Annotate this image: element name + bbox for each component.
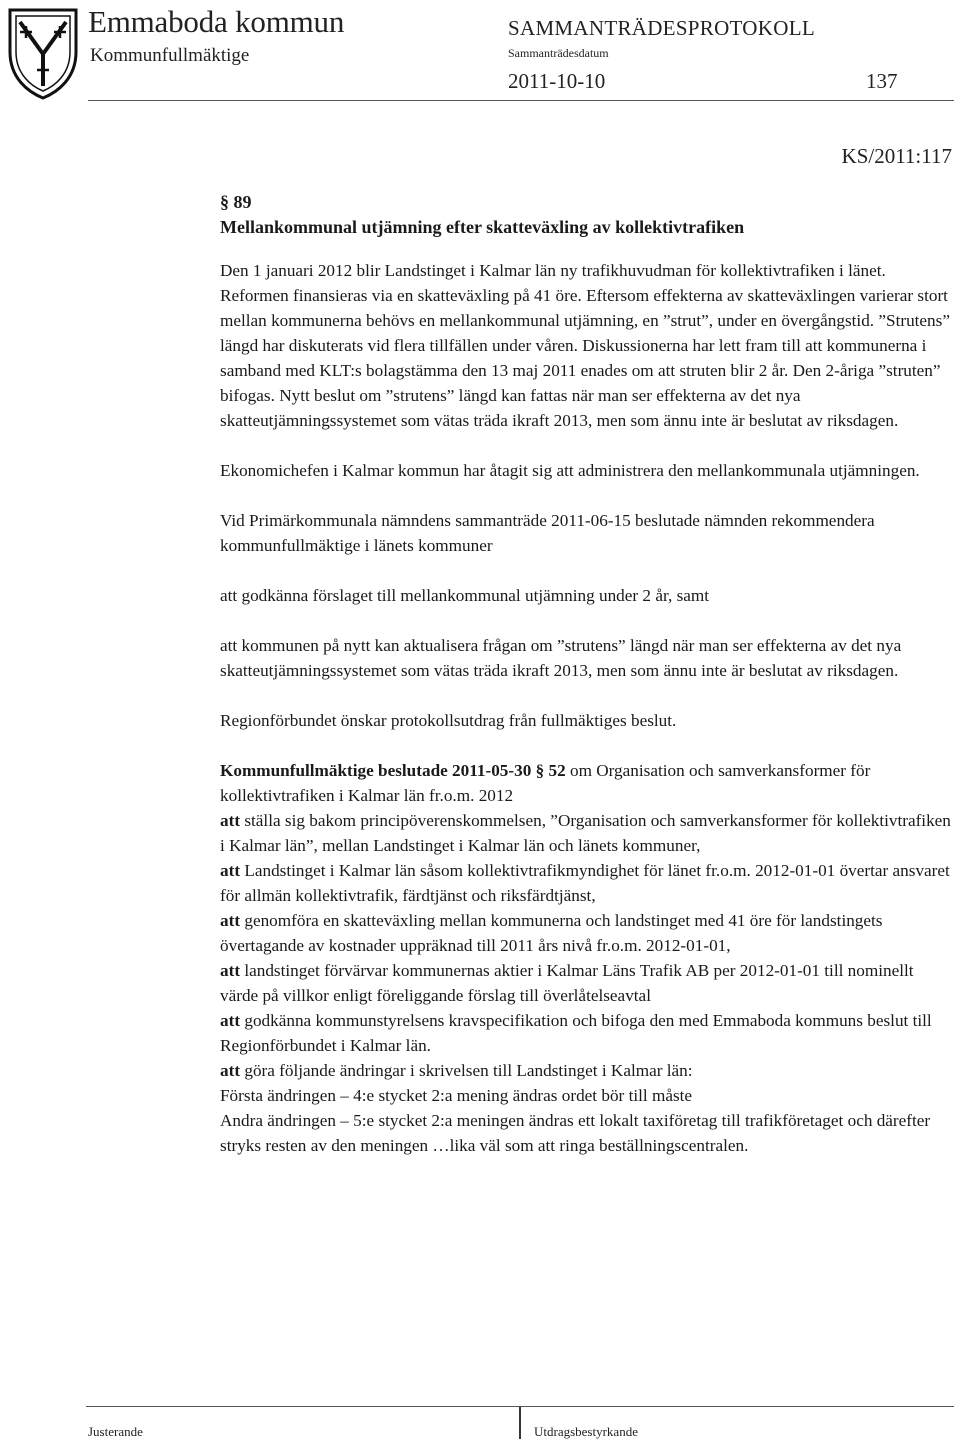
decision-item [220, 958, 956, 1008]
paragraph-recommendation: Vid Primärkommunala nämndens sammanträde 2011-06-15 beslutade nämnden rekommendera kommunfullmäktige i länets kommuner [220, 511, 875, 555]
att-word: att [220, 911, 241, 930]
page-number: 137 [866, 69, 898, 93]
decision-item [220, 858, 956, 908]
meeting-date: 2011-10-10 [508, 69, 606, 93]
decision-item [220, 1008, 956, 1058]
decision-lead-rest: om Organisation och samverkansformer för kollektivtrafiken i Kalmar län fr.o.m. 2012 [220, 761, 871, 805]
section-number-value: 89 [233, 192, 252, 212]
decision-lead: Kommunfullmäktige beslutade 2011-05-30 [220, 761, 532, 780]
decision-item [220, 1058, 956, 1083]
signature-certifier-label: Utdragsbestyrkande [534, 1424, 638, 1439]
decision-item [220, 808, 956, 858]
section-title: Mellankommunal utjämning efter skatteväxling av kollektivtrafiken [220, 217, 745, 237]
decision-item [220, 908, 956, 958]
amendment-second: Andra ändringen – 5:e stycket 2:a meningen ändras ett lokalt taxiföretag till trafikföretaget och därefter stryks resten av den meningen …lika väl som att ringa beställningscentralen. [220, 1111, 931, 1155]
body-name: Kommunfullmäktige [90, 45, 250, 66]
document-type: SAMMANTRÄDESPROTOKOLL [508, 16, 815, 40]
decision-item-text: godkänna kommunstyrelsens kravspecifikation och bifoga den med Emmaboda kommuns beslut till Regionförbundet i Kalmar län. [220, 1011, 932, 1055]
paragraph-background: Den 1 januari 2012 blir Landstinget i Kalmar län ny trafikhuvudman för kollektivtrafiken i länet. Reformen finansieras via en skatteväxling på 41 öre. Eftersom effekterna av skatteväxlingen varierar stort mellan kommunerna behövs en mellankommunal utjämning, en ”strut”, under en övergångstid. ”Strutens” längd har diskuterats vid flera tillfällen under våren. Diskussionerna har lett fram till att kommunerna i samband med KLT:s bolagstämma den 13 maj 2011 enades om att struten blir 2 år. Den 2-åriga ”struten” bifogas. Nytt beslut om ”strutens” längd kan fattas när man ser effekterna av det nya skatteutjämningssystemet som vätas träda ikraft 2013, men som ännu inte är beslutat av riksdagen. [220, 261, 950, 430]
decision-item-text: landstinget förvärvar kommunernas aktier i Kalmar Läns Trafik AB per 2012-01-01 till nominellt värde på villkor enligt föreliggande förslag till överlåtelseavtal [220, 961, 914, 1005]
att-word: att [220, 961, 241, 980]
organization-name: Emmaboda kommun [88, 4, 345, 39]
decision-ref-symbol: § [535, 761, 545, 780]
case-number: KS/2011:117 [841, 144, 952, 168]
att-word: att [220, 811, 241, 830]
section-symbol: § [220, 192, 229, 212]
signature-adjuster-label: Justerande [88, 1424, 143, 1439]
att-word: att [220, 1061, 241, 1080]
municipal-crest-icon [6, 6, 80, 100]
meeting-date-label: Sammanträdesdatum [508, 46, 609, 60]
decision-item-text: ställa sig bakom principöverenskommelsen, ”Organisation och samverkansformer för kollektivtrafiken i Kalmar län”, mellan Landstinget i Kalmar län och länets kommuner, [220, 811, 951, 855]
paragraph-proposal-1: att godkänna förslaget till mellankommunal utjämning under 2 år, samt [220, 586, 710, 605]
decision-item-text: göra följande ändringar i skrivelsen till Landstinget i Kalmar län: [244, 1061, 693, 1080]
paragraph-proposal-2: att kommunen på nytt kan aktualisera frågan om ”strutens” längd när man ser effekterna av det nya skatteutjämningssystemet som vätas träda ikraft 2013, men som ännu inte är beslutat av riksdagen. [220, 636, 902, 680]
decision-item-text: genomföra en skatteväxling mellan kommunerna och landstinget med 41 öre för landstingets övertagande av kostnader uppräknad till 2011 års nivå fr.o.m. 2012-01-01, [220, 911, 883, 955]
section-number [220, 190, 956, 215]
protocol-body [220, 190, 956, 1158]
decision-block [220, 758, 956, 1158]
header-divider [88, 100, 954, 101]
paragraph-administration: Ekonomichefen i Kalmar kommun har åtagit sig att administrera den mellankommunala utjämningen. [220, 461, 920, 480]
amendment-first: Första ändringen – 4:e stycket 2:a mening ändras ordet bör till måste [220, 1086, 693, 1105]
paragraph-request: Regionförbundet önskar protokollsutdrag från fullmäktiges beslut. [220, 711, 677, 730]
att-word: att [220, 1011, 241, 1030]
footer-separator [519, 1407, 521, 1439]
decision-item-text: Landstinget i Kalmar län såsom kollektivtrafikmyndighet för länet fr.o.m. 2012-01-01 övertar ansvaret för allmän kollektivtrafik, färdtjänst och riksfärdtjänst, [220, 861, 950, 905]
att-word: att [220, 861, 241, 880]
decision-ref-number: 52 [548, 761, 566, 780]
